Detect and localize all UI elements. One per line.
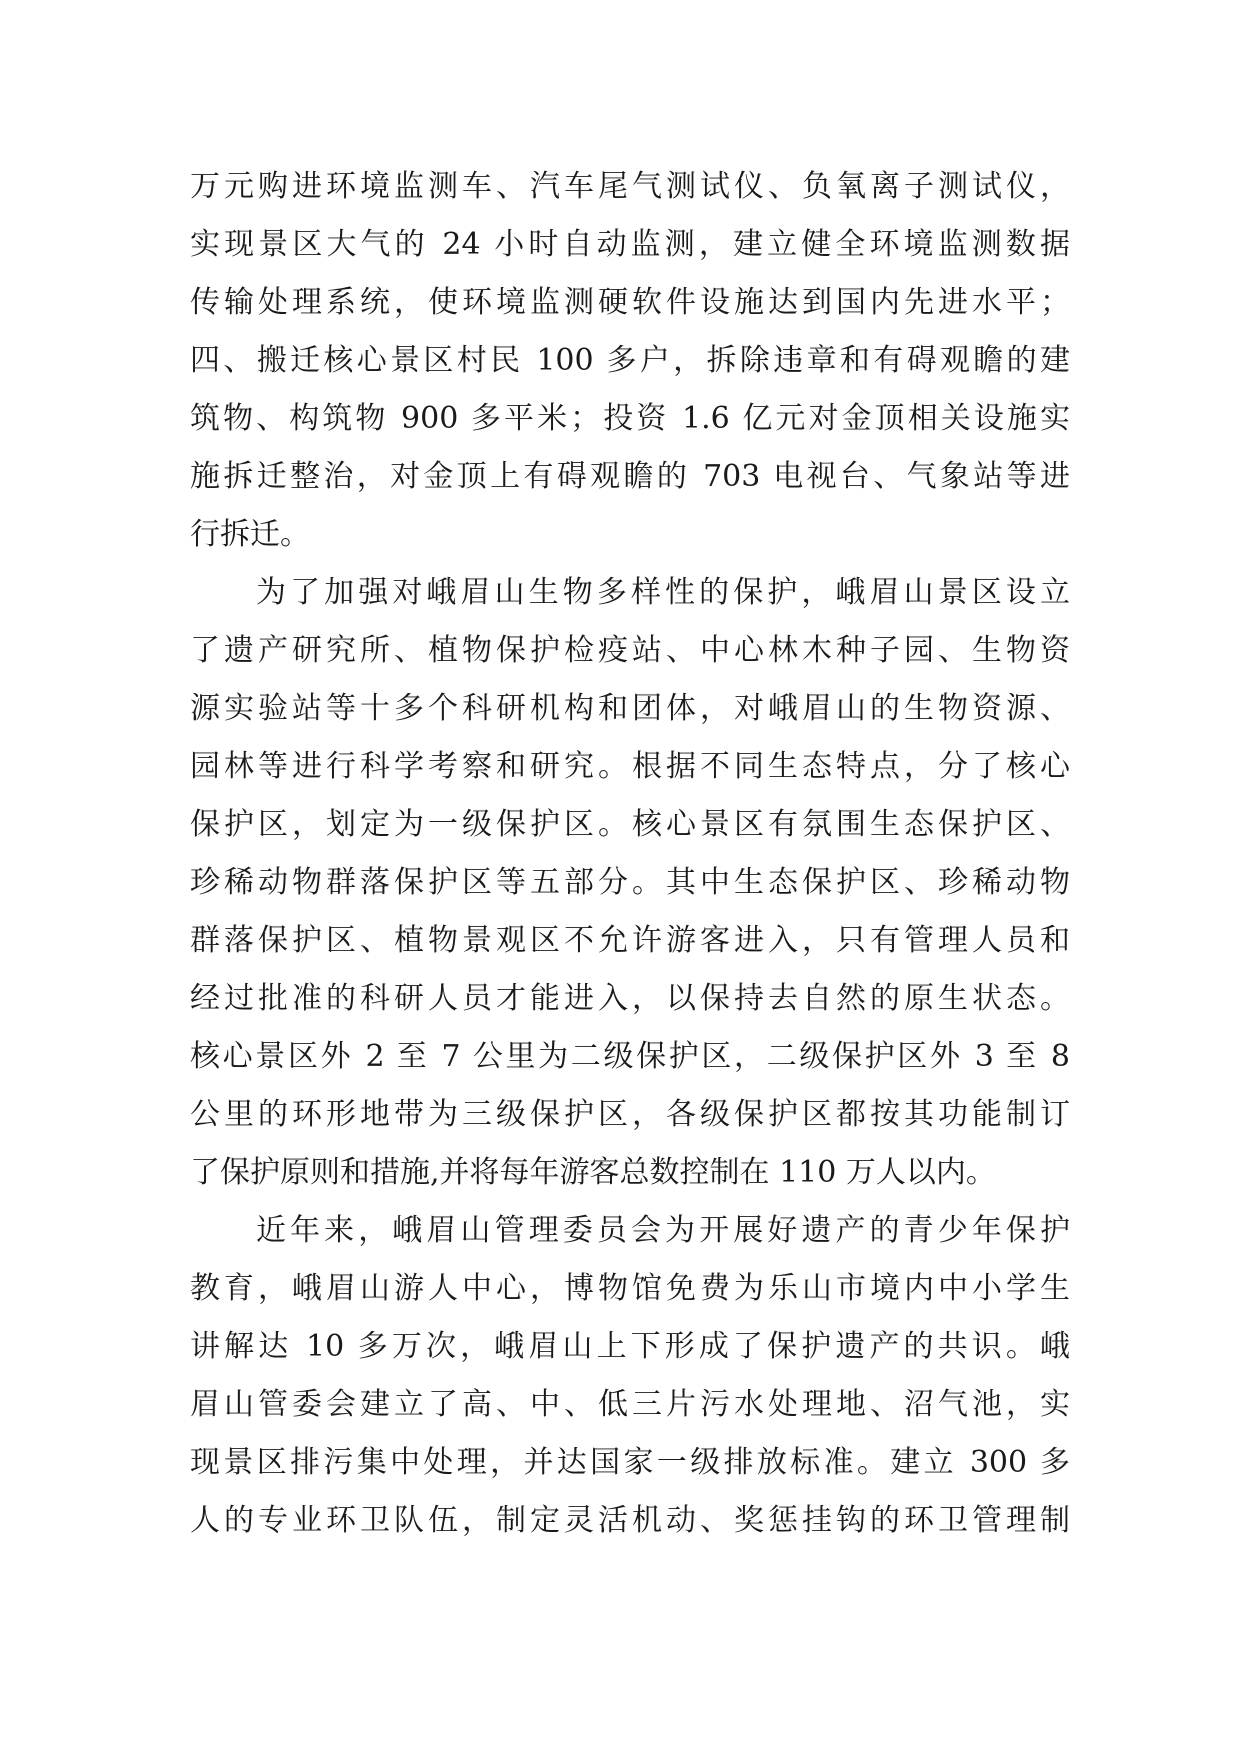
text-line: 四、搬迁核心景区村民 100 多户，拆除违章和有碍观瞻的建 xyxy=(190,343,1070,378)
text-line: 为了加强对峨眉山生物多样性的保护，峨眉山景区设立 xyxy=(256,575,1070,610)
text-line: 了保护原则和措施,并将每年游客总数控制在 110 万人以内。 xyxy=(190,1155,996,1190)
paragraph-2 xyxy=(190,564,1070,1202)
paragraph-3 xyxy=(190,1202,1070,1550)
text-line: 源实验站等十多个科研机构和团体，对峨眉山的生物资源、 xyxy=(190,691,1070,726)
text-line: 讲解达 10 多万次，峨眉山上下形成了保护遗产的共识。峨 xyxy=(190,1329,1070,1364)
text-line: 传输处理系统，使环境监测硬软件设施达到国内先进水平； xyxy=(190,285,1070,320)
text-line: 核心景区外 2 至 7 公里为二级保护区，二级保护区外 3 至 8 xyxy=(190,1039,1070,1074)
text-line: 施拆迁整治，对金顶上有碍观瞻的 703 电视台、气象站等进 xyxy=(190,459,1070,494)
text-line: 群落保护区、植物景观区不允许游客进入，只有管理人员和 xyxy=(190,923,1070,958)
text-line: 近年来，峨眉山管理委员会为开展好遗产的青少年保护 xyxy=(256,1213,1070,1248)
text-line: 公里的环形地带为三级保护区，各级保护区都按其功能制订 xyxy=(190,1097,1070,1132)
text-line: 教育，峨眉山游人中心，博物馆免费为乐山市境内中小学生 xyxy=(190,1271,1070,1306)
text-line: 珍稀动物群落保护区等五部分。其中生态保护区、珍稀动物 xyxy=(190,865,1070,900)
text-line: 人的专业环卫队伍，制定灵活机动、奖惩挂钩的环卫管理制 xyxy=(190,1503,1070,1538)
paragraph-1 xyxy=(190,158,1070,564)
body-text xyxy=(190,158,1070,1550)
text-line: 筑物、构筑物 900 多平米；投资 1.6 亿元对金顶相关设施实 xyxy=(190,401,1070,436)
text-line: 实现景区大气的 24 小时自动监测，建立健全环境监测数据 xyxy=(190,227,1070,262)
text-line: 现景区排污集中处理，并达国家一级排放标准。建立 300 多 xyxy=(190,1445,1070,1480)
text-line: 保护区，划定为一级保护区。核心景区有氛围生态保护区、 xyxy=(190,807,1070,842)
text-line: 万元购进环境监测车、汽车尾气测试仪、负氧离子测试仪， xyxy=(190,169,1070,204)
text-line: 了遗产研究所、植物保护检疫站、中心林木种子园、生物资 xyxy=(190,633,1070,668)
text-line: 行拆迁。 xyxy=(190,517,310,552)
text-line: 眉山管委会建立了高、中、低三片污水处理地、沼气池，实 xyxy=(190,1387,1070,1422)
text-line: 经过批准的科研人员才能进入，以保持去自然的原生状态。 xyxy=(190,981,1070,1016)
text-line: 园林等进行科学考察和研究。根据不同生态特点，分了核心 xyxy=(190,749,1070,784)
